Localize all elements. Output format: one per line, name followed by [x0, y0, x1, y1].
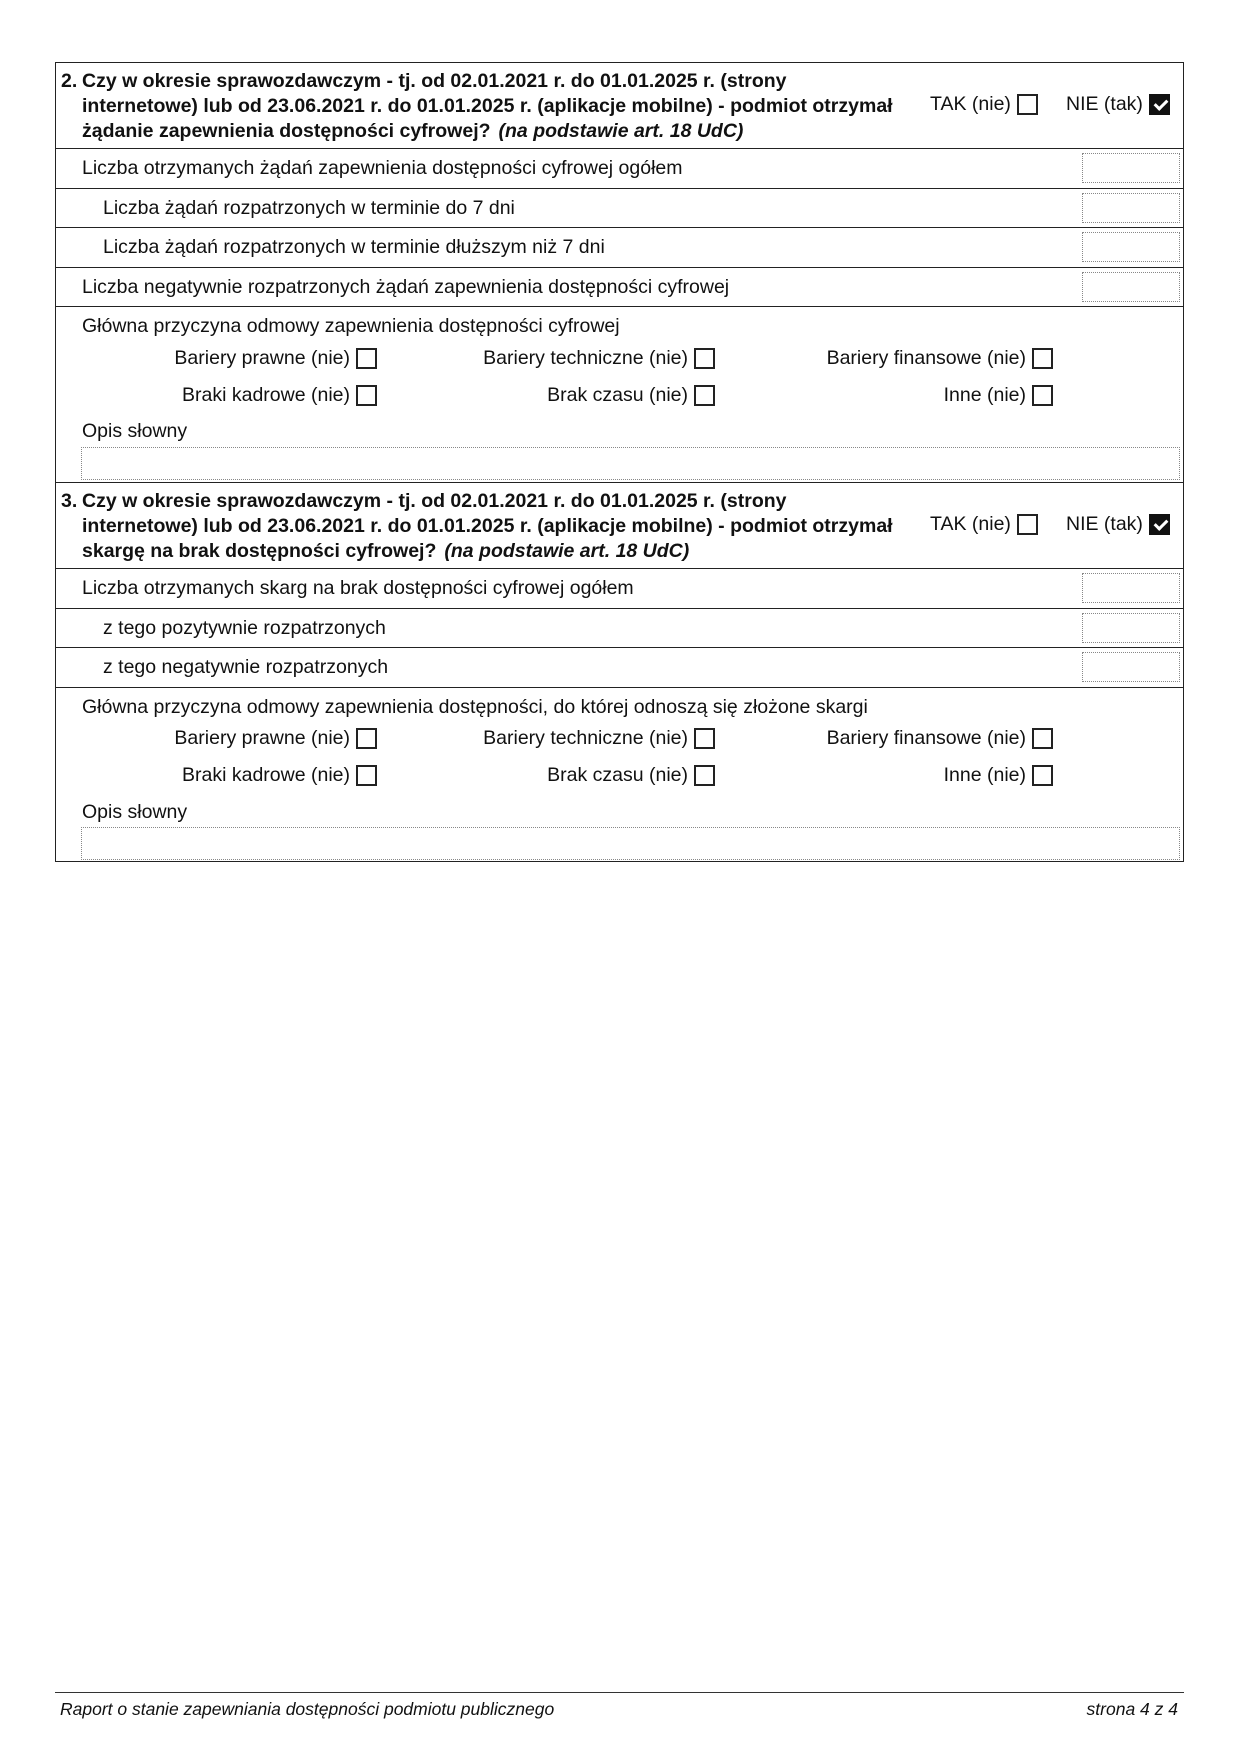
option-legal-barriers[interactable] [174, 727, 377, 751]
report-form [55, 62, 1184, 862]
tak-label: TAK (nie) [930, 93, 1011, 115]
question-number: 2. [61, 70, 78, 92]
option-checkbox[interactable] [1032, 348, 1053, 369]
row-label: Liczba negatywnie rozpatrzonych żądań zapewnienia dostępności cyfrowej [82, 275, 730, 298]
refusal-reason-block [56, 688, 1183, 861]
option-other[interactable] [944, 383, 1053, 407]
count-row [56, 149, 1183, 189]
option-label: Bariery techniczne (nie) [483, 727, 688, 749]
footer-divider [55, 1692, 1184, 1693]
number-input[interactable] [1082, 153, 1180, 183]
question-line: internetowe) lub od 23.06.2021 r. do 01.01.2025 r. (aplikacje mobilne) - podmiot otrzymał [82, 95, 893, 117]
option-technical-barriers[interactable] [483, 346, 715, 370]
question-3 [56, 483, 1183, 569]
nie-checkbox[interactable] [1149, 94, 1170, 115]
question-line: Czy w okresie sprawozdawczym - tj. od 02.01.2021 r. do 01.01.2025 r. (strony [82, 70, 787, 92]
option-label: Braki kadrowe (nie) [182, 383, 350, 406]
row-label: Liczba otrzymanych żądań zapewnienia dostępności cyfrowej ogółem [82, 157, 683, 179]
refusal-reason-title: Główna przyczyna odmowy zapewnienia dostępności, do której odnoszą się złożone skargi [82, 695, 868, 718]
option-financial-barriers[interactable] [827, 727, 1053, 751]
option-checkbox[interactable] [694, 765, 715, 786]
option-staff-shortage[interactable] [182, 764, 377, 788]
description-label: Opis słowny [82, 420, 188, 442]
option-checkbox[interactable] [356, 765, 377, 786]
nie-option[interactable] [1066, 93, 1170, 116]
nie-option[interactable] [1066, 513, 1170, 536]
option-label: Bariery prawne (nie) [174, 346, 350, 369]
option-checkbox[interactable] [356, 728, 377, 749]
number-input[interactable] [1082, 232, 1180, 262]
nie-checkbox[interactable] [1149, 514, 1170, 535]
number-input[interactable] [1082, 613, 1180, 643]
tak-option[interactable] [930, 93, 1038, 116]
tak-checkbox[interactable] [1017, 514, 1038, 535]
option-technical-barriers[interactable] [483, 727, 715, 751]
refusal-reason-block [56, 307, 1183, 483]
row-label: Liczba żądań rozpatrzonych w terminie dłuższym niż 7 dni [103, 236, 605, 258]
option-label: Bariery finansowe (nie) [826, 346, 1026, 369]
question-2 [56, 63, 1183, 149]
count-row [56, 648, 1183, 688]
count-row [56, 609, 1183, 649]
page-number: strona 4 z 4 [1086, 1699, 1178, 1719]
tak-checkbox[interactable] [1017, 94, 1038, 115]
option-label: Braki kadrowe (nie) [182, 764, 350, 786]
option-legal-barriers[interactable] [174, 346, 377, 370]
option-lack-of-time[interactable] [547, 764, 715, 788]
row-label: Liczba żądań rozpatrzonych w terminie do 7 dni [103, 196, 515, 219]
question-2-text [61, 69, 916, 144]
tak-option[interactable] [930, 513, 1038, 536]
option-other[interactable] [944, 764, 1053, 788]
question-line: Czy w okresie sprawozdawczym - tj. od 02.01.2021 r. do 01.01.2025 r. (strony [82, 490, 787, 512]
option-label: Bariery finansowe (nie) [826, 727, 1026, 749]
question-line: żądanie zapewnienia dostępności cyfrowej? [82, 120, 491, 142]
option-label: Bariery techniczne (nie) [483, 346, 688, 369]
nie-label: NIE (tak) [1066, 93, 1143, 115]
option-checkbox[interactable] [356, 385, 377, 406]
option-checkbox[interactable] [356, 348, 377, 369]
option-checkbox[interactable] [1032, 728, 1053, 749]
count-row [56, 268, 1183, 308]
row-label: Liczba otrzymanych skarg na brak dostępności cyfrowej ogółem [82, 577, 634, 599]
question-line: internetowe) lub od 23.06.2021 r. do 01.01.2025 r. (aplikacje mobilne) - podmiot otrzymał [82, 515, 893, 537]
legal-reference: (na podstawie art. 18 UdC) [444, 540, 690, 562]
question-number: 3. [61, 490, 78, 512]
description-label: Opis słowny [82, 800, 188, 823]
option-label: Inne (nie) [943, 383, 1026, 406]
option-checkbox[interactable] [1032, 385, 1053, 406]
question-line: skargę na brak dostępności cyfrowej? [82, 540, 437, 562]
tak-label: TAK (nie) [930, 513, 1011, 535]
row-label: z tego negatywnie rozpatrzonych [103, 656, 389, 678]
option-label: Bariery prawne (nie) [174, 727, 350, 749]
option-label: Inne (nie) [943, 764, 1026, 786]
option-checkbox[interactable] [694, 728, 715, 749]
legal-reference: (na podstawie art. 18 UdC) [498, 120, 744, 142]
question-3-text [61, 489, 916, 564]
option-checkbox[interactable] [1032, 765, 1053, 786]
count-row [56, 189, 1183, 229]
option-label: Brak czasu (nie) [547, 764, 688, 786]
option-lack-of-time[interactable] [547, 383, 715, 407]
description-field[interactable] [81, 447, 1180, 480]
nie-label: NIE (tak) [1066, 513, 1143, 535]
count-row [56, 569, 1183, 609]
row-label: z tego pozytywnie rozpatrzonych [103, 616, 386, 639]
number-input[interactable] [1082, 193, 1180, 223]
option-label: Brak czasu (nie) [547, 383, 688, 406]
count-row [56, 228, 1183, 268]
description-field[interactable] [81, 827, 1180, 860]
number-input[interactable] [1082, 573, 1180, 603]
footer-title: Raport o stanie zapewniania dostępności podmiotu publicznego [60, 1699, 555, 1719]
option-checkbox[interactable] [694, 385, 715, 406]
option-staff-shortage[interactable] [182, 383, 377, 407]
number-input[interactable] [1082, 272, 1180, 302]
option-checkbox[interactable] [694, 348, 715, 369]
option-financial-barriers[interactable] [827, 346, 1053, 370]
number-input[interactable] [1082, 652, 1180, 682]
refusal-reason-title: Główna przyczyna odmowy zapewnienia dostępności cyfrowej [82, 315, 620, 337]
